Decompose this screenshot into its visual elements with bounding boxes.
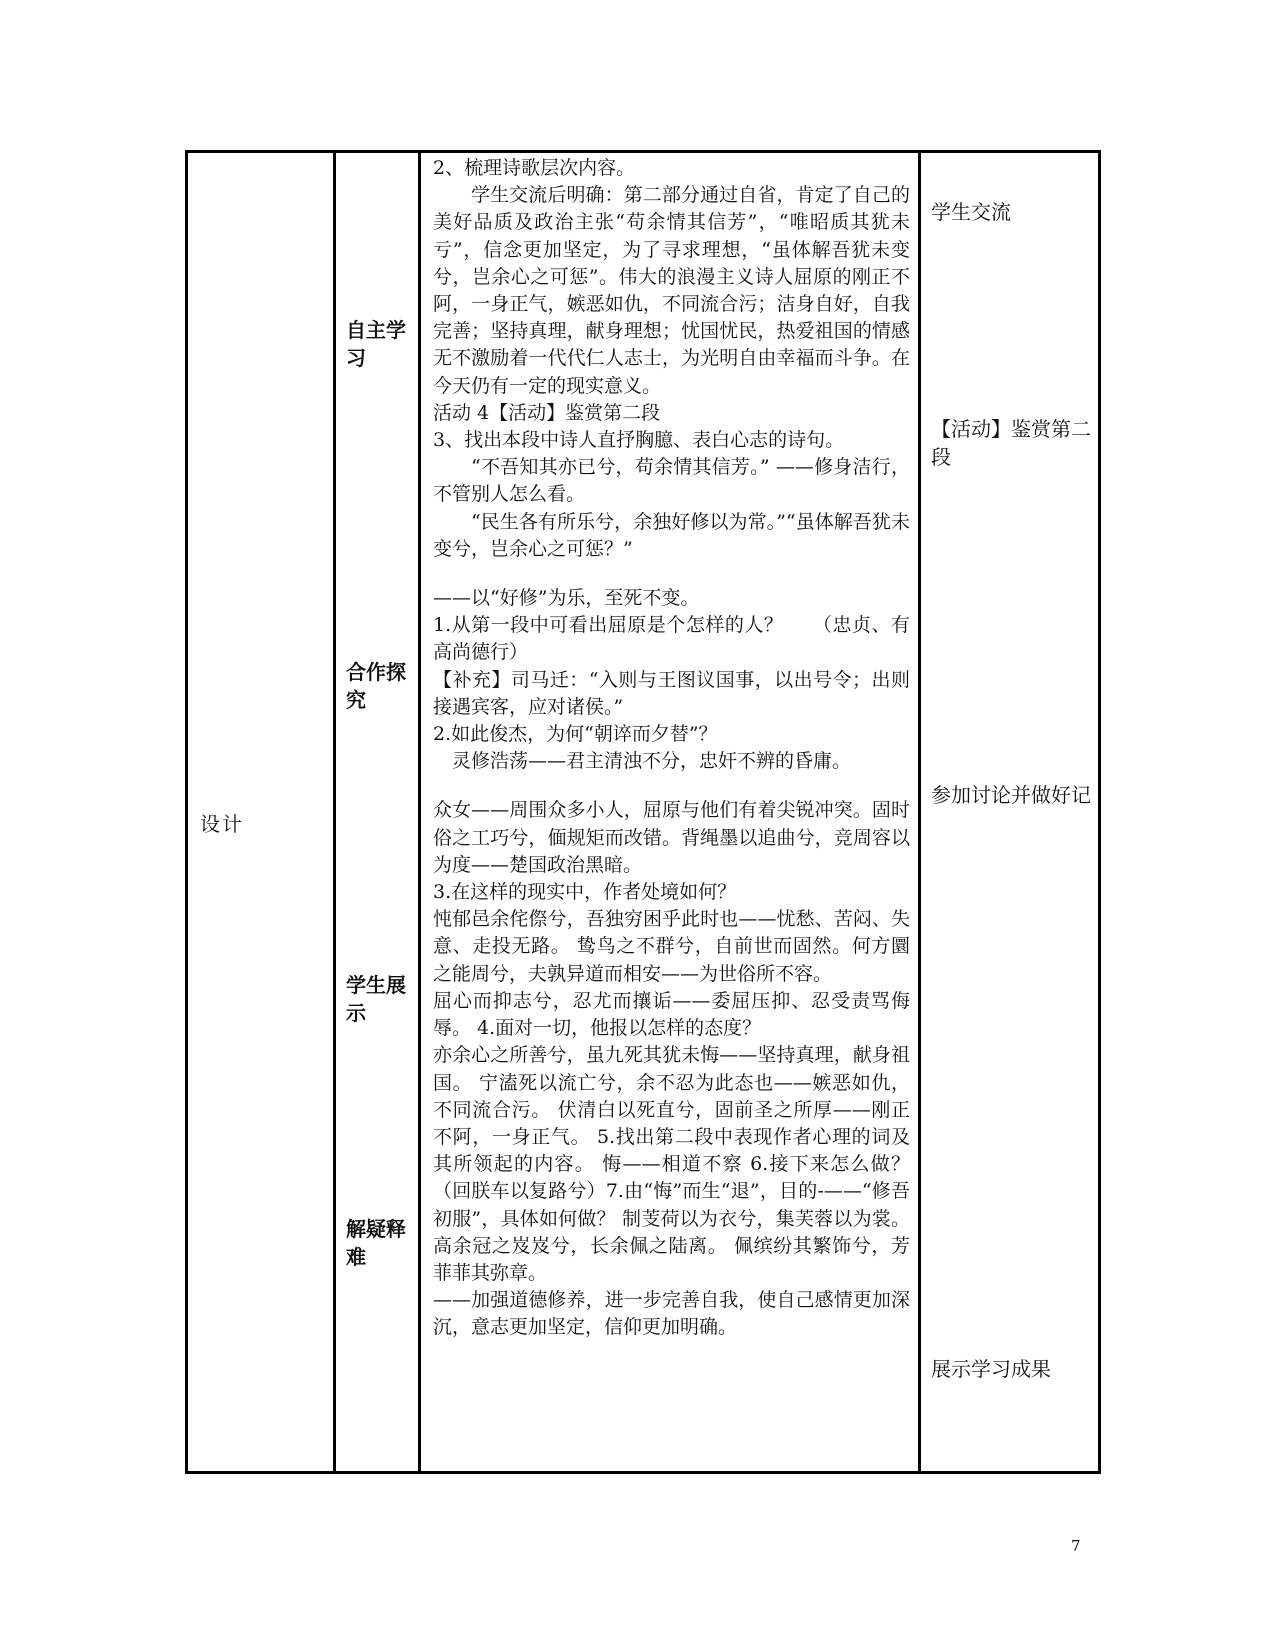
content-paragraph: 忳郁邑余侘傺兮，吾独穷困乎此时也——忧愁、苦闷、失意、走投无路。 鸷鸟之不群兮，自前世而固然。何方圜之能周兮，夫孰异道而相安——为世俗所不容。 — [433, 908, 910, 985]
content-paragraph: 灵修浩荡——君主清浊不分，忠奸不辨的昏庸。 — [452, 750, 852, 773]
content-column — [421, 153, 918, 1471]
content-paragraph: 3、找出本段中诗人直抒胸臆、表白心志的诗句。 — [433, 429, 845, 452]
activity-note: 【活动】鉴赏第二段 — [931, 417, 1091, 469]
content-paragraph: ——加强道德修养，进一步完善自我，使自己感情更加深沉，意志更加坚定，信仰更加明确。 — [433, 1289, 910, 1339]
content-paragraph: 众女——周围众多小人，屈原与他们有着尖锐冲突。固时俗之工巧兮，偭规矩而改错。背绳墨以追曲兮，竞周容以为度——楚国政治黑暗。 — [433, 799, 910, 876]
content-paragraph: 2、梳理诗歌层次内容。 — [433, 157, 636, 179]
stage-label-column — [336, 153, 418, 1471]
content-paragraph: 【补充】司马迁：“入则与王图议国事，以出号令；出则接遇宾客，应对诸侯。” — [433, 668, 910, 718]
stage-label-hezuo: 合作探究 — [346, 660, 406, 712]
stage-label-xuesheng: 学生展示 — [346, 973, 406, 1025]
activity-note: 学生交流 — [931, 200, 1011, 224]
activity-note: 参加讨论并做好记 — [931, 783, 1091, 807]
activity-column — [921, 153, 1101, 1471]
content-paragraph: 1.从第一段中可看出屈原是个怎样的人？ （忠贞、有高尚德行） — [433, 614, 910, 664]
content-paragraph: 活动 4【活动】鉴赏第二段 — [433, 401, 661, 424]
content-paragraph: 屈心而抑志兮，忍尤而攘诟——委屈压抑、忍受责骂侮辱。 4.面对一切，他报以怎样的态度？ — [433, 989, 910, 1040]
content-paragraph: 学生交流后明确：第二部分通过自省，肯定了自己的美好品质及政治主张“苟余情其信芳”，“唯昭质其犹未亏”，信念更加坚定，为了寻求理想，“虽体解吾犹未变兮，岂余心之可惩”。伟大的浪漫主义诗人屈原的刚正不阿，一身正气，嫉恶如仇，不同流合污；洁身自好，自我完善；坚持真理，献身理想；忧国忧民，热爱祖国的情感无不激励着一代代仁人志士，为光明自由幸福而斗争。在今天仍有一定的现实意义。 — [433, 184, 910, 397]
activity-note: 展示学习成果 — [931, 1357, 1051, 1381]
content-paragraph: 亦余心之所善兮，虽九死其犹未悔——坚持真理，献身祖国。 宁溘死以流亡兮，余不忍为此态也——嫉恶如仇，不同流合污。 伏清白以死直兮，固前圣之所厚——刚正不阿，一身正气。 5.找出第二段中表现作者心理的词及其所领起的内容。 悔——相道不察 6.接下来怎么做？ （回朕车以复路兮）7.由“悔”而生“退”，目的-——“修吾初服”，具体如何做？ 制芰荷以为衣兮，集芙蓉以为裳。 高余冠之岌岌兮，长余佩之陆离。 佩缤纷其繁饰兮，芳菲菲其弥章。 — [433, 1044, 910, 1284]
row-label: 设计 — [200, 812, 244, 836]
content-paragraph: ——以“好修”为乐，至死不变。 — [433, 587, 700, 610]
content-text — [433, 155, 910, 1342]
content-paragraph: “民生各有所乐兮，余独好修以为常。”“虽体解吾犹未变兮，岂余心之可惩？” — [433, 510, 910, 560]
content-paragraph: “不吾知其亦已兮，苟余情其信芳。” ——修身洁行，不管别人怎么看。 — [433, 456, 910, 506]
stage-label-zizhu: 自主学习 — [346, 318, 406, 370]
content-paragraph: 3.在这样的现实中，作者处境如何？ — [433, 881, 737, 904]
row-label-column — [188, 153, 333, 1471]
lesson-table — [185, 150, 1101, 1474]
page-number: 7 — [1071, 1537, 1081, 1555]
content-paragraph: 2.如此俊杰，为何“朝谇而夕替”？ — [433, 723, 718, 746]
stage-label-jieyi: 解疑释难 — [346, 1217, 406, 1269]
